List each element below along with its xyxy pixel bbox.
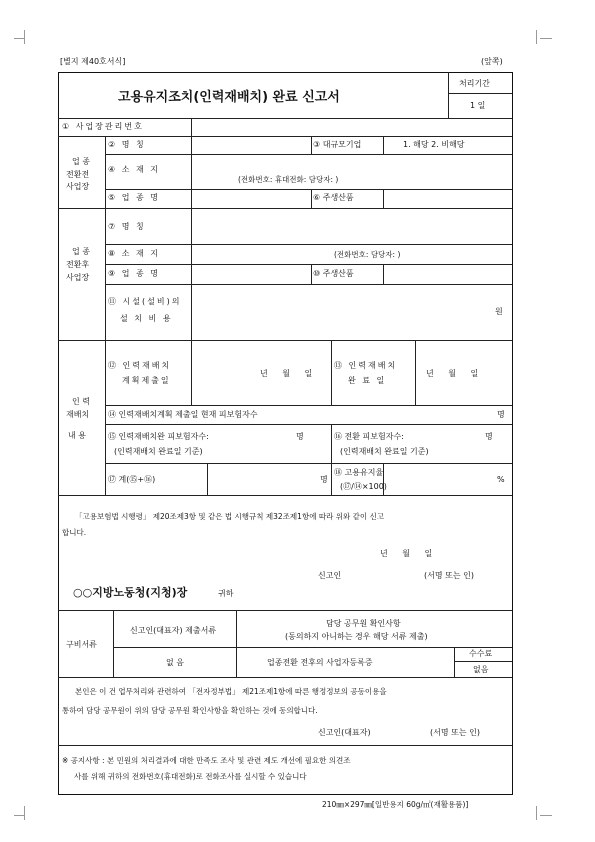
consent-sign: (서명 또는 인) — [430, 728, 480, 737]
relocation-group-label-1: 인 력 — [72, 397, 90, 406]
before-industry-label: ⑤ 업 종 명 — [108, 193, 160, 202]
before-group-label-2: 전환전 — [66, 170, 90, 179]
new-insured-basis: (인력재배치 완료일 기준) — [340, 447, 429, 456]
after-industry-label: ⑨ 업 종 명 — [108, 269, 160, 278]
statement-text-2: 합니다. — [62, 528, 87, 537]
crop-mark-top-left-v — [24, 30, 25, 44]
consent-text-1: 본인은 이 건 업무처리와 관련하여 「전자정부법」 제21조제1항에 따른 행정정보의 공동이용을 — [75, 687, 387, 696]
total-label: ⑰ 계(⑮+⑯) — [108, 475, 156, 484]
facility-cost-label-2: 설 치 비 용 — [120, 314, 173, 323]
new-insured-label: ⑯ 전환 피보험자수: — [334, 432, 404, 441]
plan-date-value: 년 월 일 — [260, 369, 319, 378]
relocation-group-label-2: 재배치 — [66, 410, 90, 419]
recipient-suffix: 귀하 — [218, 589, 234, 598]
fee-value: 없음 — [473, 665, 489, 674]
crop-mark-bottom-right — [540, 815, 552, 816]
crop-mark-top-right-v — [536, 30, 537, 44]
before-group-label-3: 사업장 — [66, 182, 90, 191]
consent-reporter: 신고인(대표자) — [318, 728, 371, 737]
large-company-label: ③ 대규모기업 — [313, 140, 362, 149]
notice-text-1: ※ 공지사항 : 본 민원의 처리결과에 대한 만족도 조사 및 관련 제도 개선에 필요한 의견조 — [62, 756, 351, 765]
after-group-label-2: 전환후 — [66, 260, 90, 269]
business-number-label: ① 사업장관리번호 — [62, 122, 144, 131]
relocation-group-label-3: 내 용 — [68, 431, 86, 440]
retention-rate-label: ⑱ 고용유지율 — [334, 468, 384, 477]
done-date-value: 년 월 일 — [426, 369, 485, 378]
fee-label: 수수료 — [469, 649, 493, 658]
before-product-label: ⑥ 주생산품 — [313, 193, 354, 202]
crop-mark-bottom-left — [14, 815, 24, 816]
retention-rate-formula: (⑰/⑭×100) — [340, 482, 387, 491]
processing-period-label: 처리기간 — [459, 79, 490, 88]
before-name-label: ② 명 칭 — [108, 140, 146, 149]
after-group-label-1: 업 종 — [72, 247, 90, 256]
before-location-label: ④ 소 재 지 — [108, 165, 160, 174]
front-side-label: (앞쪽) — [481, 57, 503, 66]
plan-date-label-2: 계획제출일 — [122, 376, 171, 385]
new-insured-unit: 명 — [485, 432, 493, 441]
insured-at-plan-label: ⑭ 인력재배치계획 제출일 현재 피보험자수 — [108, 410, 258, 419]
statement-sign: (서명 또는 인) — [424, 571, 474, 580]
form-title: 고용유지조치(인력재배치) 완료 신고서 — [118, 90, 340, 105]
applicant-docs-value: 없 음 — [166, 658, 184, 667]
documents-label: 구비서류 — [66, 640, 97, 649]
statement-date: 년 월 일 — [380, 549, 439, 558]
paper-spec: 210㎜×297㎜[일반용지 60g/㎡(재활용품)] — [322, 800, 469, 809]
after-location-label: ⑧ 소 재 지 — [108, 249, 160, 258]
after-name-label: ⑦ 명 칭 — [108, 222, 146, 231]
plan-date-label-1: ⑫ 인력재배치 — [108, 361, 172, 370]
facility-cost-label-1: ⑪ 시설(설비)의 — [108, 297, 182, 306]
processing-period-value: 1 일 — [470, 101, 486, 110]
insured-at-done-label: ⑮ 인력재배치완 피보험자수: — [108, 432, 209, 441]
after-product-label: ⑩ 주생산품 — [313, 269, 354, 278]
form-number: [별지 제40호서식] — [60, 57, 126, 66]
applicant-docs-header: 신고인(대표자) 제출서류 — [130, 626, 217, 635]
before-group-label-1: 업 종 — [72, 157, 90, 166]
crop-mark-top-right — [540, 38, 552, 39]
statement-text-1: 「고용보험법 시행령」 제20조제3항 및 같은 법 시행규칙 제32조제1항에 따라 위와 같이 신고 — [75, 512, 384, 521]
facility-cost-unit: 원 — [495, 307, 503, 316]
officer-check-header-2: (동의하지 아니하는 경우 해당 서류 제출) — [285, 632, 428, 641]
recipient-office: ○○지방노동청(지청)장 — [73, 586, 188, 599]
statement-reporter: 신고인 — [318, 571, 342, 580]
consent-text-2: 통하여 담당 공무원이 위의 담당 공무원 확인사항을 확인하는 것에 동의합니다. — [62, 706, 318, 715]
crop-mark-top-left — [14, 38, 24, 49]
done-date-label-1: ⑬ 인력재배치 — [334, 361, 398, 370]
large-company-options: 1. 해당 2. 비해당 — [403, 140, 465, 149]
crop-mark-bottom-left-v — [24, 806, 25, 820]
retention-rate-unit: % — [497, 475, 505, 484]
after-group-label-3: 사업장 — [66, 273, 90, 282]
crop-mark-bottom-right-v — [536, 806, 537, 820]
done-date-label-2: 완 료 일 — [348, 376, 387, 385]
after-phone-line: (전화번호: 담당자: ) — [334, 250, 401, 259]
total-unit: 명 — [320, 475, 328, 484]
insured-at-done-basis: (인력재배치 완료일 기준) — [114, 447, 203, 456]
officer-check-header-1: 담당 공무원 확인사항 — [326, 619, 401, 628]
insured-at-done-unit: 명 — [296, 432, 304, 441]
before-phone-line: (전화번호: 휴대전화: 담당자: ) — [238, 175, 339, 184]
insured-at-plan-unit: 명 — [497, 410, 505, 419]
officer-check-value: 업종전환 전후의 사업자등록증 — [267, 658, 373, 667]
notice-text-2: 사를 위해 귀하의 전화번호(휴대전화)로 전화조사를 실시할 수 있습니다 — [74, 772, 307, 781]
